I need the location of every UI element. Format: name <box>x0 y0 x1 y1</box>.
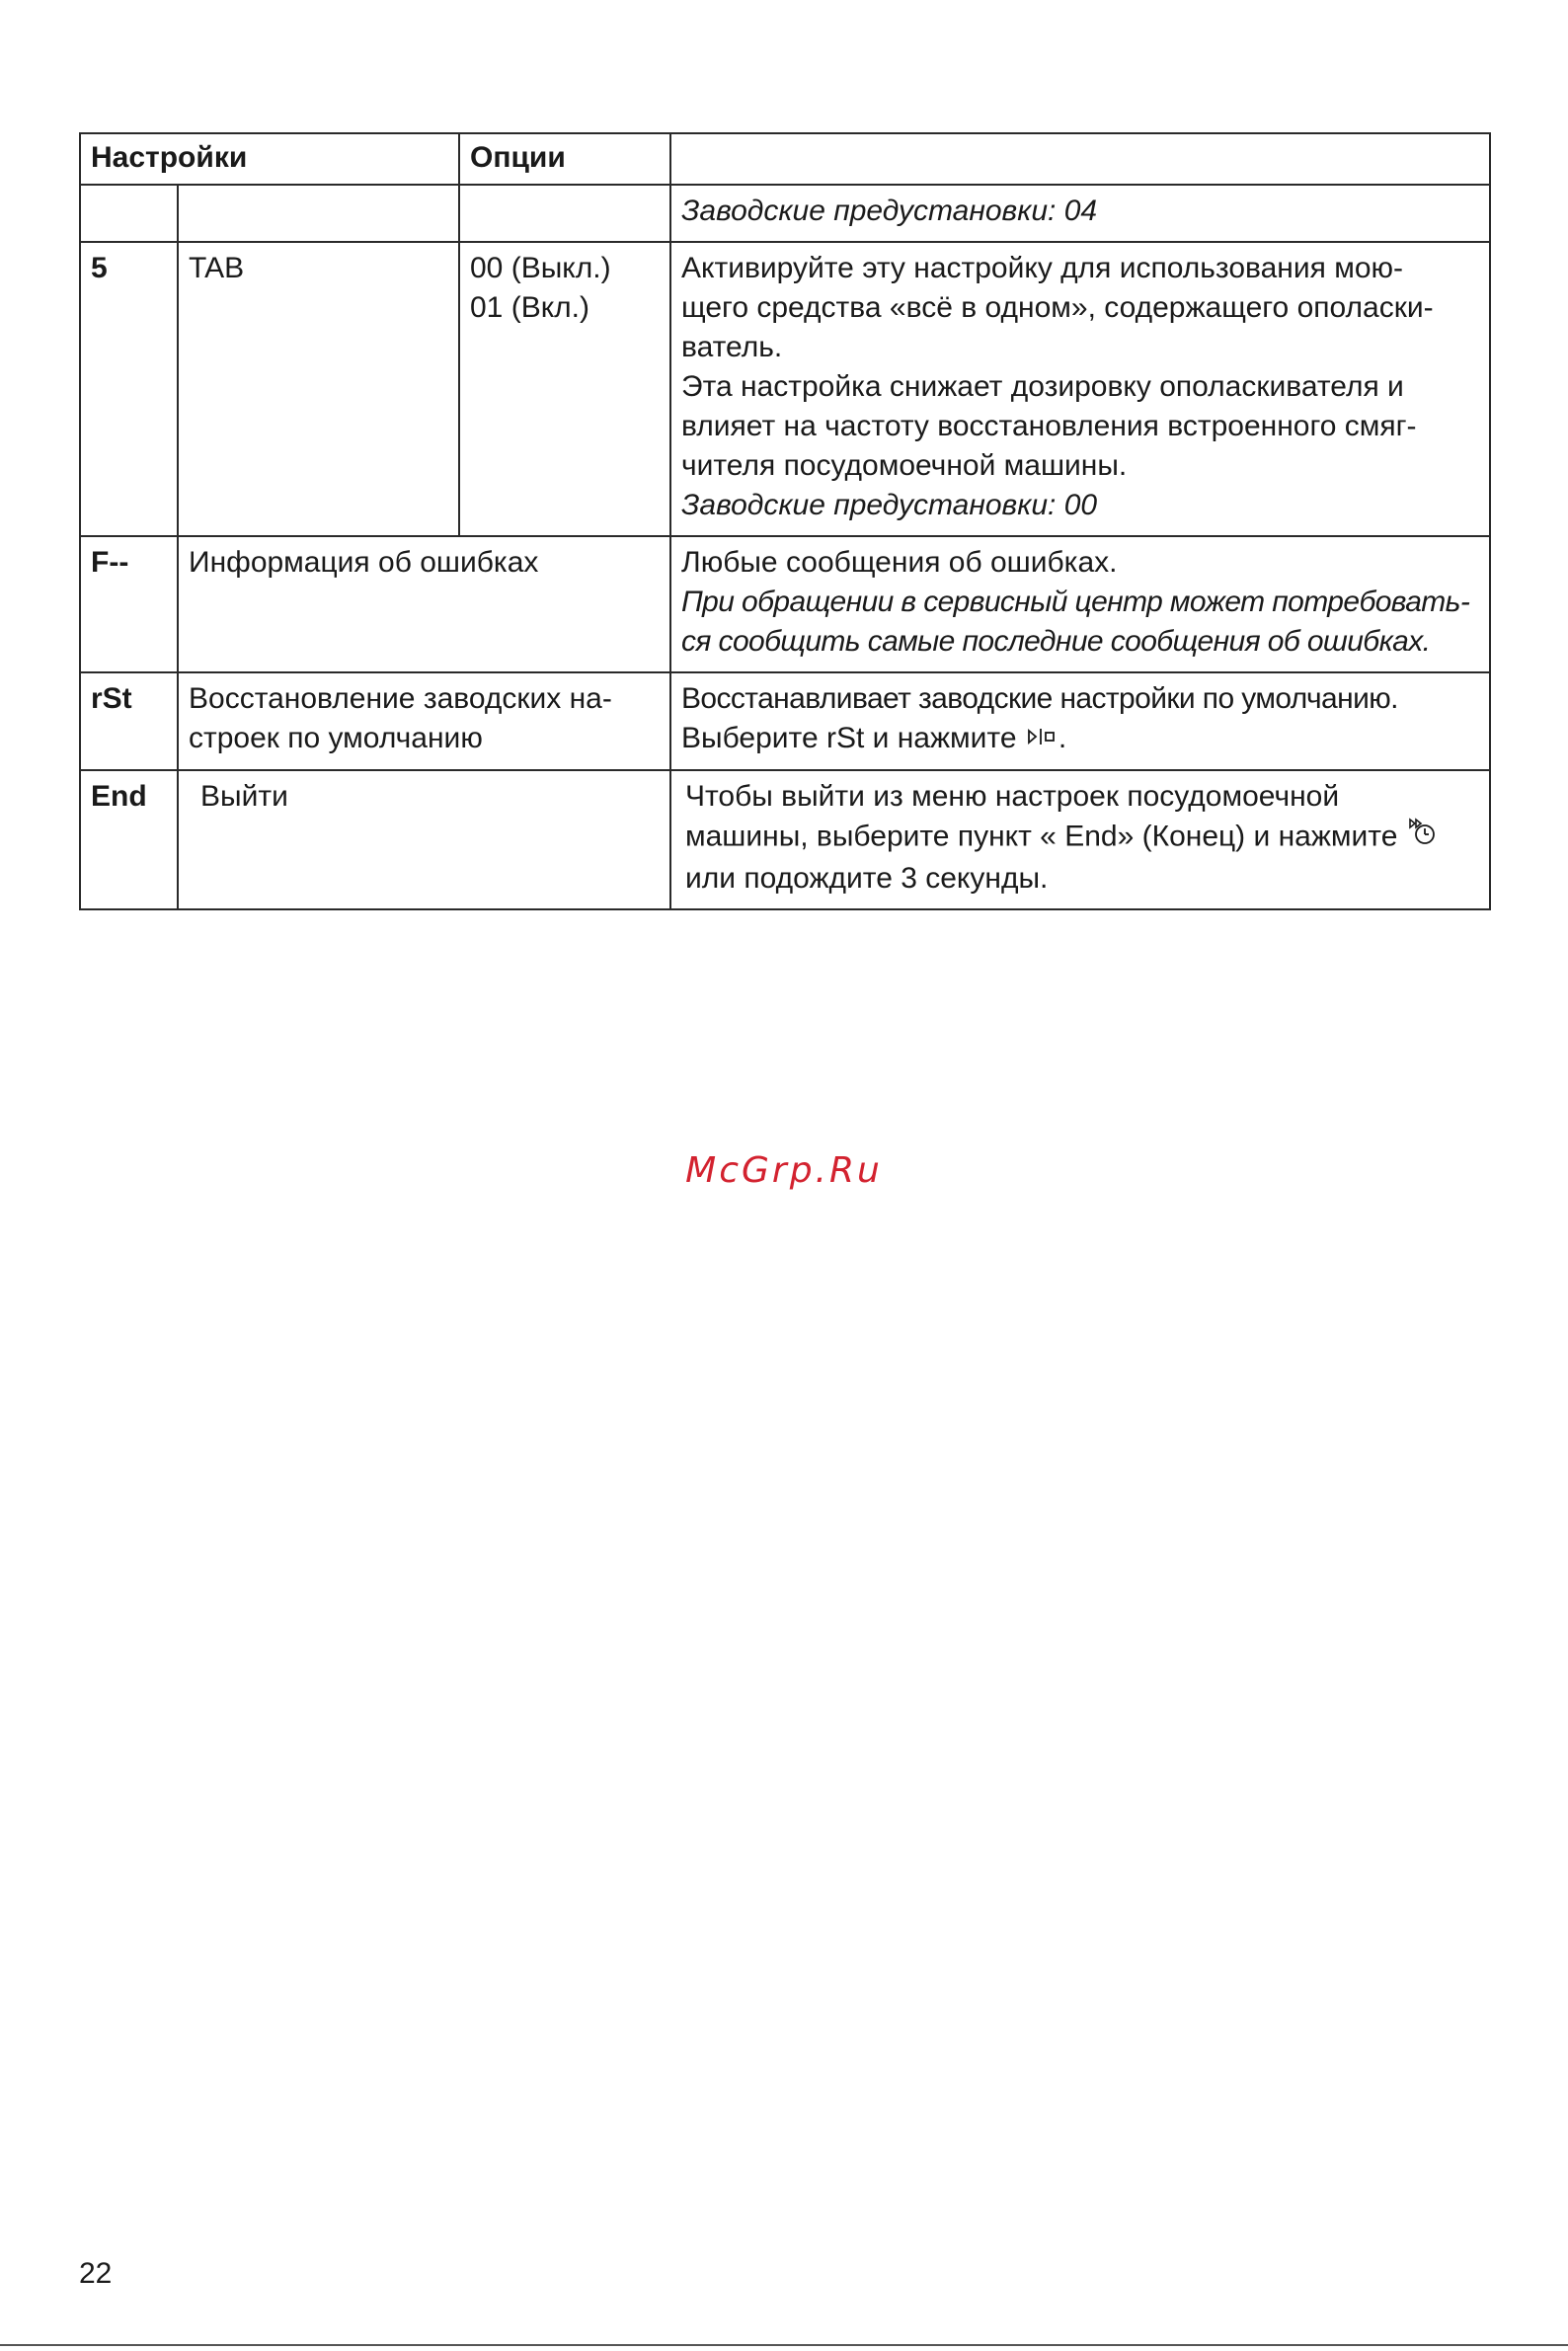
setting-code: rSt <box>80 672 178 770</box>
page-number: 22 <box>79 2257 113 2290</box>
description-line <box>685 817 1479 859</box>
setting-name: Информация об ошибках <box>178 536 670 672</box>
description-line: или подождите 3 секунды. <box>685 862 1049 896</box>
factory-default: Заводские предустановки: 04 <box>670 185 1490 242</box>
description-text: машины, выберите пункт « End» (Конец) и нажмите <box>685 820 1398 853</box>
description-text: Выберите rSt и нажмите <box>681 722 1017 754</box>
factory-default: Заводские предустановки: 00 <box>681 489 1098 521</box>
description-line: Эта настройка снижает дозировку ополаскивателя и <box>681 370 1404 403</box>
option-on: 01 (Вкл.) <box>470 291 589 324</box>
settings-table <box>79 132 1491 910</box>
setting-code: F-- <box>80 536 178 672</box>
option-off: 00 (Выкл.) <box>470 252 611 284</box>
description-text: . <box>1058 722 1067 754</box>
start-pause-icon <box>1025 720 1058 759</box>
table-row <box>80 672 1490 770</box>
description-line: ватель. <box>681 331 783 363</box>
table-row <box>80 185 1490 242</box>
header-options: Опции <box>459 133 670 185</box>
description-line <box>681 719 1479 759</box>
header-settings: Настройки <box>80 133 459 185</box>
setting-description <box>670 672 1490 770</box>
setting-description <box>670 536 1490 672</box>
header-description <box>670 133 1490 185</box>
bottom-divider <box>0 2344 1568 2346</box>
setting-code: End <box>80 770 178 909</box>
description-line: Чтобы выйти из меню настроек посудомоечной <box>685 780 1340 814</box>
description-note: ся сообщить самые последние сообщения об ошибках. <box>681 625 1431 658</box>
setting-name: TAB <box>178 242 459 536</box>
description-line: чителя посудомоечной машины. <box>681 449 1128 482</box>
description-line: Активируйте эту настройку для использования мою- <box>681 252 1404 284</box>
name-line: строек по умолчанию <box>189 722 483 754</box>
description-line: щего средства «всё в одном», содержащего ополаски- <box>681 291 1434 324</box>
table-row <box>80 770 1490 909</box>
setting-options <box>459 242 670 536</box>
setting-description <box>670 770 1490 909</box>
cell-empty <box>80 185 178 242</box>
delay-timer-icon <box>1406 817 1440 859</box>
table-row <box>80 242 1490 536</box>
description-line: влияет на частоту восстановления встроенного смяг- <box>681 410 1417 442</box>
setting-name <box>178 672 670 770</box>
cell-empty <box>459 185 670 242</box>
name-line: Восстановление заводских на- <box>189 682 612 715</box>
cell-empty <box>178 185 459 242</box>
table-row <box>80 536 1490 672</box>
description-note: При обращении в сервисный центр может потребовать- <box>681 586 1470 618</box>
description-line: Любые сообщения об ошибках. <box>681 546 1118 579</box>
setting-code: 5 <box>80 242 178 536</box>
setting-description <box>670 242 1490 536</box>
setting-name: Выйти <box>178 770 670 909</box>
table-header-row <box>80 133 1490 185</box>
watermark: McGrp.Ru <box>685 1150 883 1191</box>
description-line: Восстанавливает заводские настройки по умолчанию. <box>681 682 1398 715</box>
